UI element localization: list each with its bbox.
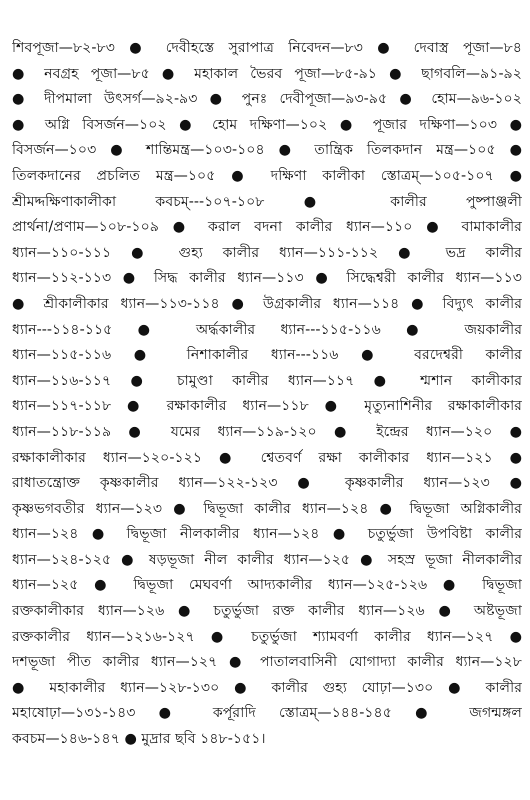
- index-line: রক্তকালীর ধ্যান—১২১৬-১২৭ ● চতুর্ভুজা শ্যামবর্ণা কালীর ধ্যান—১২৭ ●: [12, 628, 522, 645]
- index-line: প্রার্থনা/প্রণাম—১০৮-১০৯ ● করাল বদনা কালীর ধ্যান—১১০ ● বামাকালীর: [12, 219, 522, 236]
- index-line: ● শ্রীকালীকার ধ্যান—১১৩-১১৪ ● উগ্রকালীর ধ্যান—১১৪ ● বিদ্যুৎ কালীর: [12, 295, 522, 312]
- index-line: মহাষোঢ়া—১৩১-১৪৩ ● কর্পূরাদি স্তোত্রম্—১৪৪-১৪৫ ● জগন্মঙ্গল: [12, 705, 522, 722]
- index-text-block: [12, 36, 522, 776]
- index-line: ● দীপমালা উৎসর্গ—৯২-৯৩ ● পুনঃ দেবীপূজা—৯৩-৯৫ ● হোম—৯৬-১০২: [12, 91, 522, 108]
- index-line: ধ্যান—১২৫ ● দ্বিভূজা মেঘবর্ণা আদ্যকালীর ধ্যান—১২৫-১২৬ ● দ্বিভূজা: [12, 577, 522, 594]
- index-line: রক্ষাকালীকার ধ্যান—১২০-১২১ ● শ্বেতবর্ণ রক্ষা কালীকার ধ্যান—১২১ ●: [12, 449, 522, 466]
- index-line: ● অগ্নি বিসর্জন—১০২ ● হোম দক্ষিণা—১০২ ● পূজার দক্ষিণা—১০৩ ●: [12, 116, 522, 133]
- index-line: তিলকদানের প্রচলিত মন্ত্র—১০৫ ● দক্ষিণা কালীকা স্তোত্রম্—১০৫-১০৭ ●: [12, 167, 522, 184]
- index-line: রক্তকালীকার ধ্যান—১২৬ ● চতুর্ভুজা রক্ত কালীর ধ্যান—১২৬ ● অষ্টভূজা: [12, 603, 522, 620]
- index-line: ধ্যান—১১০-১১১ ● গুহ্য কালীর ধ্যান—১১১-১১২ ● ভদ্র কালীর: [12, 244, 522, 261]
- index-line: বিসর্জন—১০৩ ● শান্তিমন্ত্র—১০৩-১০৪ ● তান্ত্রিক তিলকদান মন্ত্র—১০৫ ●: [12, 142, 522, 159]
- index-line: শ্রীমদ্দক্ষিণাকালীকা কবচম্---১০৭-১০৮ ● কালীর পুষ্পাঞ্জলী: [12, 193, 522, 210]
- index-line: ধ্যান—১১৮-১১৯ ● যমের ধ্যান—১১৯-১২০ ● ইন্দ্রের ধ্যান—১২০ ●: [12, 423, 522, 440]
- index-line: কৃষ্ণভগবতীর ধ্যান—১২৩ ● দ্বিভূজা কালীর ধ্যান—১২৪ ● দ্বিভূজা অগ্নিকালীর: [12, 500, 522, 517]
- index-line: ধ্যান—১১৫-১১৬ ● নিশাকালীর ধ্যান---১১৬ ● বরদেশ্বরী কালীর: [12, 347, 522, 364]
- index-line: ধ্যান—১১২-১১৩ ● সিদ্ধ কালীর ধ্যান—১১৩ ● সিদ্ধেশ্বরী কালীর ধ্যান—১১৩: [12, 270, 522, 287]
- index-line: দশভূজা পীত কালীর ধ্যান—১২৭ ● পাতালবাসিনী যোগাদ্যা কালীর ধ্যান—১২৮: [12, 654, 522, 671]
- index-line: ধ্যান—১১৬-১১৭ ● চামুণ্ডা কালীর ধ্যান—১১৭ ● শ্মশান কালীকার: [12, 372, 522, 389]
- index-line: শিবপূজা—৮২-৮৩ ● দেবীহস্তে সুরাপাত্র নিবেদন—৮৩ ● দেবাস্ত্র পূজা—৮৪: [12, 40, 522, 56]
- index-line: ● নবগ্রহ পূজা—৮৫ ● মহাকাল ভৈরব পূজা—৮৫-৯১ ● ছাগবলি—৯১-৯২: [12, 65, 522, 82]
- index-line: ধ্যান—১২৪-১২৫ ● ষড়ভূজা নীল কালীর ধ্যান—১২৫ ● সহস্র ভূজা নীলকালীর: [12, 551, 522, 568]
- index-line: ধ্যান—১২৪ ● দ্বিভূজা নীলকালীর ধ্যান—১২৪ ● চতুর্ভুজা উপবিষ্টা কালীর: [12, 526, 522, 543]
- index-line: কবচম—১৪৬-১৪৭ ● মুদ্রার ছবি ১৪৮-১৫১।: [12, 731, 266, 748]
- index-line: ধ্যান—১১৭-১১৮ ● রক্ষাকালীর ধ্যান—১১৮ ● মৃত্যুনাশিনীর রক্ষাকালীকার: [12, 398, 522, 415]
- index-line: ● মহাকালীর ধ্যান—১২৮-১৩০ ● কালীর গুহ্য যোঢ়া—১৩০ ● কালীর: [12, 679, 522, 696]
- index-line: ধ্যান---১১৪-১১৫ ● অর্দ্ধকালীর ধ্যান---১১৫-১১৬ ● জয়কালীর: [12, 321, 522, 338]
- index-line: রাধাতন্ত্রোক্ত কৃষ্ণকালীর ধ্যান—১২২-১২৩ ● কৃষ্ণকালীর ধ্যান—১২৩ ●: [12, 475, 522, 492]
